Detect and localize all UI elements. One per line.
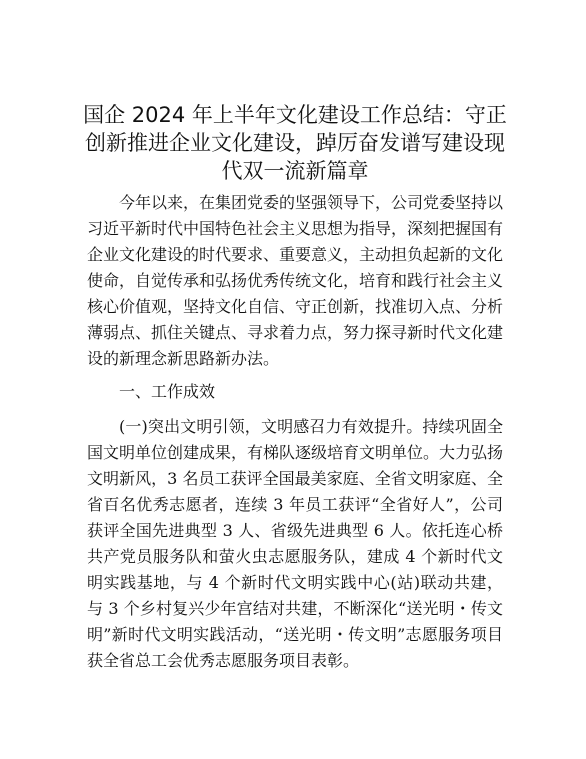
section-paragraph: (一)突出文明引领，文明感召力有效提升。持续巩固全国文明单位创建成果，有梯队逐级培育文明单位。大力弘扬文明新风，3 名员工获评全国最美家庭、全省文明家庭、全省百名优秀志愿者，连续 3 年员工获评“全省好人”，公司获评全国先进典型 3 人、省级先进典型 6 人。依托连心桥共产党员服务队和萤火虫志愿服务队，建成 4 个新时代文明实践基地，与 4 个新时代文明实践中心(站)联动共建，与 3 个乡村复兴少年宫结对共建，不断深化“送光明・传文明”新时代文明实践活动，“送光明・传文明”志愿服务项目获全省总工会优秀志愿服务项目表彰。 bbox=[87, 417, 504, 670]
section-heading: 一、工作成效 bbox=[119, 382, 216, 401]
document-title: 国企 2024 年上半年文化建设工作总结：守正创新推进企业文化建设，踔厉奋发谱写建设现代双一流新篇章 bbox=[83, 103, 507, 183]
intro-paragraph: 今年以来，在集团党委的坚强领导下，公司党委坚持以习近平新时代中国特色社会主义思想为指导，深刻把握国有企业文化建设的时代要求、重要意义，主动担负起新的文化使命，自觉传承和弘扬优秀传统文化，培育和践行社会主义核心价值观，坚持文化自信、守正创新，找准切入点、分析薄弱点、抓住关键点、寻求着力点，努力探寻新时代文化建设的新理念新思路新办法。 bbox=[87, 193, 504, 368]
document-body bbox=[87, 190, 503, 674]
